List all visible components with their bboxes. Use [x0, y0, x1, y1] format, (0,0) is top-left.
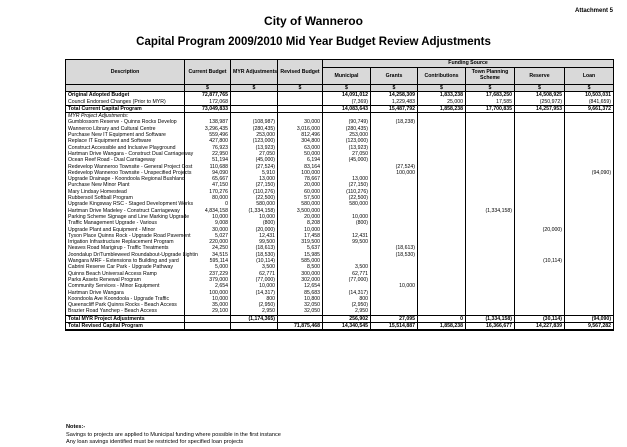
row-value: 1,229,483	[371, 99, 418, 106]
row-value: 1,833,238	[418, 92, 466, 99]
currency-cell: $	[418, 85, 466, 92]
row-value	[418, 113, 466, 120]
page-subtitle: Capital Program 2009/2010 Mid Year Budget Review Adjustments	[136, 36, 491, 48]
note-line: Savings to projects are applied to Municipal funding where possible in the first instance	[66, 431, 281, 438]
row-description: Upgrade Plant and Equipment - Minor	[66, 227, 185, 233]
row-value: 9,661,372	[565, 105, 614, 112]
row-description: Parks Assets Renewal Program	[66, 277, 185, 283]
row-value: 15,985	[278, 252, 323, 258]
row-value: 8,500	[278, 264, 323, 270]
row-value: 20,000	[278, 182, 323, 188]
row-value: 2,654	[185, 283, 231, 289]
row-description: Irrigation Infrastructure Replacement Program	[66, 239, 185, 245]
row-value: (7,369)	[323, 99, 371, 106]
row-value: 15,487,792	[371, 105, 418, 112]
row-value	[278, 113, 323, 120]
row-value: 580,000	[323, 201, 371, 207]
row-description: Redevelop Wanneroo Townsite - General Project Cost	[66, 164, 185, 170]
budget-table-container	[65, 59, 613, 331]
row-value: (14,317)	[323, 290, 371, 296]
row-value: (250,972)	[515, 99, 565, 106]
header-description: Description	[66, 60, 185, 85]
row-value: 559,496	[185, 132, 231, 138]
row-value: 10,000	[278, 227, 323, 233]
row-value	[185, 322, 231, 330]
row-value: (841,659)	[565, 99, 614, 106]
row-value: (94,090)	[565, 170, 614, 176]
row-value: (110,276)	[323, 189, 371, 195]
row-value: 71,875,468	[278, 322, 323, 330]
row-value: 17,585	[466, 99, 515, 106]
row-value: (90,749)	[323, 119, 371, 125]
row-description: Mary Lindsay Homestead	[66, 189, 185, 195]
currency-cell: $	[185, 85, 231, 92]
row-value: 51,194	[185, 157, 231, 163]
row-value: 100,000	[185, 290, 231, 296]
row-value: 5,027	[185, 233, 231, 239]
currency-cell: $	[278, 85, 323, 92]
row-value	[371, 308, 418, 315]
page-title: City of Wanneroo	[264, 14, 363, 28]
row-value: (13,923)	[231, 145, 278, 151]
currency-cell: $	[466, 85, 515, 92]
currency-cell: $	[515, 85, 565, 92]
row-value: 47,150	[185, 182, 231, 188]
row-description: Total Current Capital Program	[66, 105, 185, 112]
row-value: 15,514,887	[371, 322, 418, 330]
row-value: 256,902	[323, 315, 371, 322]
row-value: 5,000	[185, 264, 231, 270]
row-value: 5,637	[278, 245, 323, 251]
row-description: Original Adopted Budget	[66, 92, 185, 99]
row-value: (18,613)	[371, 245, 418, 251]
row-value: (30,114)	[515, 315, 565, 322]
row-value: 63,000	[278, 145, 323, 151]
row-description: Tyson Place Quinns Rock - Upgrade Road Pavement	[66, 233, 185, 239]
row-value: 27,050	[231, 151, 278, 157]
row-value	[185, 113, 231, 120]
row-value: (123,000)	[323, 138, 371, 144]
row-value: (280,435)	[231, 126, 278, 132]
row-value: 80,000	[185, 195, 231, 201]
row-value: (18,613)	[231, 245, 278, 251]
row-value: 62,771	[323, 271, 371, 277]
row-value: 304,800	[278, 138, 323, 144]
row-value: (2,950)	[323, 302, 371, 308]
row-value: (18,238)	[371, 119, 418, 125]
row-description: Upgrade Kingsway RSC - Staged Development Works	[66, 201, 185, 207]
row-value: 10,000	[323, 214, 371, 220]
row-value: 16,366,677	[466, 322, 515, 330]
row-value: 1,858,238	[418, 322, 466, 330]
row-value: 5,910	[231, 170, 278, 176]
row-value: (800)	[231, 220, 278, 226]
row-description: Council Endorsed Changes (Prior to MYR)	[66, 99, 185, 106]
row-value: 30,000	[185, 227, 231, 233]
row-value: 800	[231, 296, 278, 302]
table-row	[66, 105, 614, 112]
row-value	[515, 113, 565, 120]
row-description: Joondalup Dr/Tumbleweed Roundabout-Upgrade Lightin	[66, 252, 185, 258]
row-value: 253,000	[231, 132, 278, 138]
row-value: (94,090)	[565, 315, 614, 322]
row-value: 800	[323, 296, 371, 302]
header-myr-adjustments: MYR Adjustments	[231, 60, 278, 85]
row-value: 27,050	[323, 151, 371, 157]
row-value: 302,000	[278, 277, 323, 283]
row-value	[278, 92, 323, 99]
row-value	[231, 113, 278, 120]
row-value: 14,227,839	[515, 322, 565, 330]
row-value: 812,496	[278, 132, 323, 138]
row-value: 319,500	[278, 239, 323, 245]
row-description: Queenscliff Park Quinns Rocks - Beach Access	[66, 302, 185, 308]
row-description: Upgrade Drainage - Koondoola Regional Bushland	[66, 176, 185, 182]
row-value: 30,000	[278, 119, 323, 125]
row-value: 580,000	[278, 201, 323, 207]
row-value: 220,000	[185, 239, 231, 245]
row-value: 0	[418, 315, 466, 322]
row-value: (27,524)	[231, 164, 278, 170]
row-description: Neaves Road Marigirup - Traffic Treatments	[66, 245, 185, 251]
row-value: (77,000)	[323, 277, 371, 283]
header-contributions: Contributions	[418, 68, 466, 85]
row-value: (1,334,158)	[466, 315, 515, 322]
row-value: (108,987)	[231, 119, 278, 125]
row-value: (20,000)	[231, 227, 278, 233]
row-description: Gumblossom Reserve - Quinns Rocks Develop	[66, 119, 185, 125]
budget-table	[65, 59, 614, 331]
row-value: 32,050	[278, 308, 323, 315]
row-value: 62,771	[231, 271, 278, 277]
row-value: 13,000	[231, 176, 278, 182]
row-value: 170,276	[185, 189, 231, 195]
row-value: 8,208	[278, 220, 323, 226]
row-value: (123,000)	[231, 138, 278, 144]
row-value	[231, 322, 278, 330]
row-value: 379,000	[185, 277, 231, 283]
row-value	[418, 308, 466, 315]
row-value: 3,500,000	[278, 208, 323, 214]
row-value: 172,068	[185, 99, 231, 106]
row-value: 17,683,250	[466, 92, 515, 99]
currency-cell: $	[323, 85, 371, 92]
row-value: 138,987	[185, 119, 231, 125]
row-description: Ocean Reef Road - Dual Carriageway	[66, 157, 185, 163]
row-value	[231, 105, 278, 112]
row-value: 10,503,031	[565, 92, 614, 99]
row-description: Wangara MRF - Extensions to Building and yard	[66, 258, 185, 264]
row-value: (110,276)	[231, 189, 278, 195]
row-value	[323, 113, 371, 120]
row-value: (2,950)	[231, 302, 278, 308]
row-value: 10,800	[278, 296, 323, 302]
row-value: 0	[185, 201, 231, 207]
row-value: 83,164	[278, 164, 323, 170]
row-description: Wanneroo Library and Cultural Centre	[66, 126, 185, 132]
header-loan: Loan	[565, 68, 614, 85]
row-description: Brazier Road Yanchep - Beach Access	[66, 308, 185, 315]
row-description: Total MYR Project Adjustments	[66, 315, 185, 322]
table-row	[66, 113, 614, 120]
row-value: 237,229	[185, 271, 231, 277]
row-value: (18,530)	[231, 252, 278, 258]
row-value: 13,000	[323, 176, 371, 182]
row-value: 3,500	[231, 264, 278, 270]
row-value	[278, 105, 323, 112]
row-value: (45,000)	[323, 157, 371, 163]
row-description: Koondoola Ave Koondoola - Upgrade Traffic	[66, 296, 185, 302]
row-value: 17,700,835	[466, 105, 515, 112]
funding-source-header: Funding Source	[323, 60, 614, 68]
row-value: 2,950	[323, 308, 371, 315]
row-description: Hartman Drive Wangara - Construct Dual Carriageway	[66, 151, 185, 157]
row-value: 14,083,643	[323, 105, 371, 112]
row-description: Total Revised Capital Program	[66, 322, 185, 330]
row-value: 14,508,925	[515, 92, 565, 99]
row-value	[515, 308, 565, 315]
row-value: 3,016,000	[278, 126, 323, 132]
row-value: 99,500	[231, 239, 278, 245]
row-value: (27,150)	[231, 182, 278, 188]
row-description: Purchase New Minor Plant	[66, 182, 185, 188]
row-value: 12,431	[323, 233, 371, 239]
row-value: (13,923)	[323, 145, 371, 151]
row-value: 3,296,435	[185, 126, 231, 132]
row-value: 110,688	[185, 164, 231, 170]
row-value	[278, 99, 323, 106]
row-value: 12,654	[278, 283, 323, 289]
row-value	[466, 113, 515, 120]
row-value	[466, 308, 515, 315]
row-value	[231, 99, 278, 106]
header-municipal: Municipal	[323, 68, 371, 85]
row-value: 14,091,012	[323, 92, 371, 99]
row-value: 57,500	[278, 195, 323, 201]
row-value: 10,000	[231, 214, 278, 220]
attachment-label: Attachment 5	[574, 8, 613, 14]
table-row	[66, 99, 614, 106]
row-value: 253,000	[323, 132, 371, 138]
row-value: 94,090	[185, 170, 231, 176]
row-value: 10,000	[185, 214, 231, 220]
row-value: 99,500	[323, 239, 371, 245]
row-description: MYR Project Adjustments:	[66, 113, 185, 120]
row-value: (14,317)	[231, 290, 278, 296]
budget-table-body	[66, 92, 614, 330]
table-row	[66, 322, 614, 330]
row-value: (27,524)	[371, 164, 418, 170]
row-description: Quinns Beach Universal Access Ramp	[66, 271, 185, 277]
row-value: 29,100	[185, 308, 231, 315]
row-value: 25,000	[418, 99, 466, 106]
row-value: (20,000)	[515, 227, 565, 233]
table-row	[66, 315, 614, 322]
row-value: 4,834,158	[185, 208, 231, 214]
row-value: 100,000	[371, 170, 418, 176]
row-value: 12,431	[231, 233, 278, 239]
notes-heading: Notes:-	[66, 424, 86, 430]
row-value: 10,000	[231, 283, 278, 289]
row-value	[371, 113, 418, 120]
header-grants: Grants	[371, 68, 418, 85]
row-value: 85,683	[278, 290, 323, 296]
row-value: 65,667	[185, 176, 231, 182]
row-value: 24,250	[185, 245, 231, 251]
header-reserve: Reserve	[515, 68, 565, 85]
header-town-planning-scheme: Town Planning Scheme	[466, 68, 515, 85]
row-description: Community Services - Minor Equipment	[66, 283, 185, 289]
row-value	[185, 315, 231, 322]
row-value: (45,000)	[231, 157, 278, 163]
header-revised-budget: Revised Budget	[278, 60, 323, 85]
row-value: 14,257,953	[515, 105, 565, 112]
row-value: 595,114	[185, 258, 231, 264]
row-value: 6,194	[278, 157, 323, 163]
row-value: 14,340,545	[323, 322, 371, 330]
row-value: (280,435)	[323, 126, 371, 132]
row-value: 27,095	[371, 315, 418, 322]
row-value: (10,114)	[515, 258, 565, 264]
row-description: Parking Scheme Signage and Line Marking Upgrade	[66, 214, 185, 220]
row-value: (18,530)	[371, 252, 418, 258]
row-value: 35,000	[185, 302, 231, 308]
row-value	[565, 113, 614, 120]
row-value: 78,667	[278, 176, 323, 182]
row-value: (1,334,158)	[466, 208, 515, 214]
row-value: 100,000	[278, 170, 323, 176]
row-description: Cabrini Reserve Car Park - Upgrade Pathway	[66, 264, 185, 270]
row-value: 20,000	[278, 214, 323, 220]
row-value: 10,000	[185, 296, 231, 302]
row-value: (1,334,158)	[231, 208, 278, 214]
row-value: 50,000	[278, 151, 323, 157]
header-current-budget: Current Budget	[185, 60, 231, 85]
row-value: 76,923	[185, 145, 231, 151]
table-row	[66, 92, 614, 99]
row-value: (1,174,365)	[231, 315, 278, 322]
row-value: 427,800	[185, 138, 231, 144]
row-value: 32,050	[278, 302, 323, 308]
row-description: Hartman Drive Wangara	[66, 290, 185, 296]
row-value: (27,150)	[323, 182, 371, 188]
currency-cell: $	[371, 85, 418, 92]
row-value: 9,008	[185, 220, 231, 226]
row-value: (800)	[323, 220, 371, 226]
row-description: Hartman Drive Madeley - Construct Carriageway	[66, 208, 185, 214]
row-value: 14,258,309	[371, 92, 418, 99]
currency-cell	[66, 85, 185, 92]
row-value	[565, 308, 614, 315]
row-value: 1,858,238	[418, 105, 466, 112]
row-value: 60,000	[278, 189, 323, 195]
row-value: (10,114)	[231, 258, 278, 264]
row-value: 34,515	[185, 252, 231, 258]
row-value: (77,000)	[231, 277, 278, 283]
row-description: Construct Accessible and Inclusive Playground	[66, 145, 185, 151]
row-value: 10,000	[371, 283, 418, 289]
row-value: 585,000	[278, 258, 323, 264]
table-row	[66, 308, 614, 315]
currency-cell: $	[565, 85, 614, 92]
notes-section	[66, 424, 281, 447]
row-value	[278, 315, 323, 322]
row-value: 2,950	[231, 308, 278, 315]
row-value: 22,950	[185, 151, 231, 157]
row-value: 72,877,765	[185, 92, 231, 99]
row-value: (22,500)	[323, 195, 371, 201]
row-value: 300,000	[278, 271, 323, 277]
row-value: 9,567,282	[565, 322, 614, 330]
row-value	[231, 92, 278, 99]
row-description: Redevelop Wanneroo Townsite - Unspecified Projects	[66, 170, 185, 176]
row-value: 73,049,833	[185, 105, 231, 112]
row-value: 17,458	[278, 233, 323, 239]
row-description: Purchase New IT Equipment and Software	[66, 132, 185, 138]
row-description: Replace IT Equipment and Software	[66, 138, 185, 144]
row-value: 580,000	[231, 201, 278, 207]
note-line: Any loan savings identified must be restricted for specified loan projects	[66, 439, 244, 445]
row-value: 3,500	[323, 264, 371, 270]
currency-row	[66, 85, 614, 92]
row-description: Traffic Management Upgrade - Various	[66, 220, 185, 226]
row-description: Rubbersoil Softball Program	[66, 195, 185, 201]
currency-cell: $	[231, 85, 278, 92]
row-value: (22,500)	[231, 195, 278, 201]
